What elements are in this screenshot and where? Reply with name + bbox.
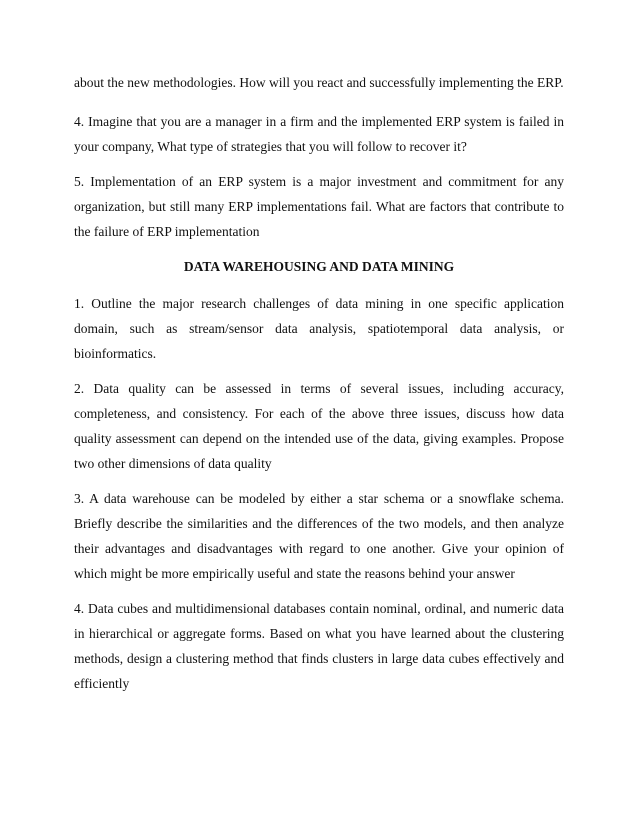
paragraph-dwdm-question-3: 3. A data warehouse can be modeled by either a star schema or a snowflake schema. Briefly describe the similarities and the differences of the two models, and then analyze their advantages and disadvantages with regard to one another. Give your opinion of which might be more empirically useful and state the reasons behind your answer [74, 491, 564, 581]
paragraph-erp-continuation: about the new methodologies. How will you react and successfully implementing the ERP. [74, 75, 564, 90]
document-page [74, 70, 564, 706]
paragraph-dwdm-question-4: 4. Data cubes and multidimensional databases contain nominal, ordinal, and numeric data in hierarchical or aggregate forms. Based on what you have learned about the clustering methods, design a clustering method that finds clusters in large data cubes effectively and efficiently [74, 601, 564, 691]
section-heading: DATA WAREHOUSING AND DATA MINING [183, 259, 455, 274]
paragraph-dwdm-question-2: 2. Data quality can be assessed in terms of several issues, including accuracy, completeness, and consistency. For each of the above three issues, discuss how data quality assessment can depend on the intended use of the data, giving examples. Propose two other dimensions of data quality [74, 381, 564, 471]
paragraph-erp-question-4: 4. Imagine that you are a manager in a firm and the implemented ERP system is failed in your company, What type of strategies that you will follow to recover it? [74, 114, 564, 154]
paragraph-dwdm-question-1: 1. Outline the major research challenges of data mining in one specific application domain, such as stream/sensor data analysis, spatiotemporal data analysis, or bioinformatics. [74, 296, 564, 361]
paragraph-erp-question-5: 5. Implementation of an ERP system is a major investment and commitment for any organization, but still many ERP implementations fail. What are factors that contribute to the failure of ERP implementation [74, 174, 564, 239]
